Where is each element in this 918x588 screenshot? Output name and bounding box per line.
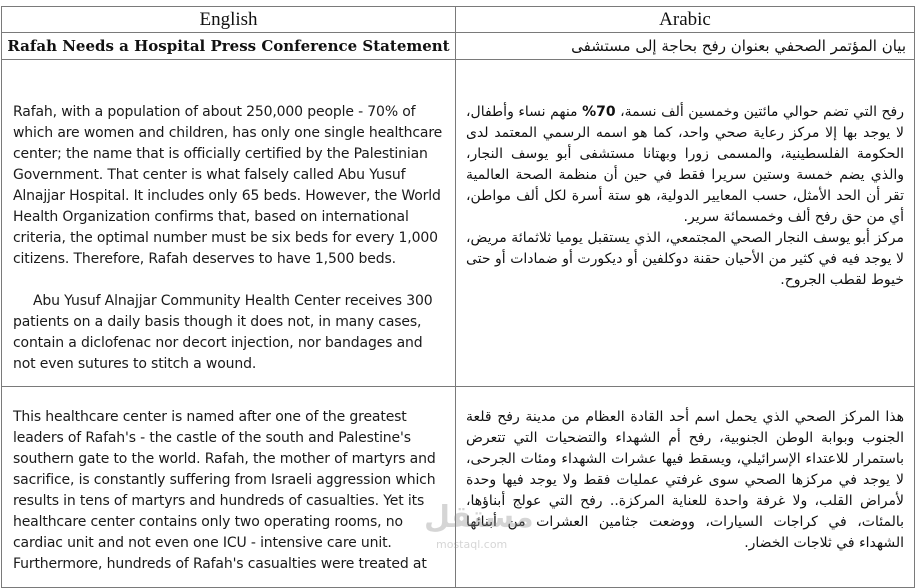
arabic-paragraph: هذا المركز الصحي الذي يحمل اسم أحد القادة العظام من مدينة رفح قلعة الجنوب وبوابة الوطن الجنوبية، رفح أم الشهداء والتضحيات التي تتعرض باستمرار للاعتداء الإسرائيلي، ويسقط فيها عشرات الشهداء ومئات الجرحى، لا يوجد في مركزها الصحي سوى غرفتي عمليات فقط ولا يوجد فيها وحدة لأمراض القلب، ولا غرفة واحدة للعناية المركزة.. رفح التي عولج أبناؤها، بالمئات، في كراجات السيارات، ووضعت جثامين العشرات من أبنائها الشهداء في ثلاجات الخضار. [466,409,904,551]
english-text [2,60,455,375]
arabic-text-span: رفح التي تضم حوالي مائتين وخمسين ألف نسمة، [615,104,904,120]
arabic-text [456,387,914,554]
arabic-paragraph: مركز أبو يوسف النجار الصحي المجتمعي، الذي يستقبل يوميا ثلاثمائة مريض، لا يوجد فيه في كثير من الأحيان حقنة دوكلفين أو ديكورت أو ضمادات أو حتى خيوط لقطب الجروح. [466,230,904,288]
table-row [2,60,915,387]
title-english: Rafah Needs a Hospital Press Conference Statement [2,33,456,60]
arabic-paragraph [466,102,904,228]
title-row [2,33,915,60]
header-arabic: Arabic [456,7,915,33]
arabic-text-span: منهم نساء وأطفال، لا يوجد بها إلا مركز رعاية صحي واحد، كما هو اسمه الرسمي المعتمد لدى الحكومة الفلسطينية، والمسمى زورا وبهتانا مستشفى أبو يوسف النجار، والذي يضم خمسة وستين سريرا فقط في حين أن منظمة الصحة العالمية تقر أن الحد الأمثل، حسب المعايير الدولية، هو ستة أسرة لكل ألف مواطن، أي من حق رفح ألف وخمسمائة سرير. [466,104,904,225]
english-cell [2,387,456,588]
translation-table [1,6,915,588]
arabic-cell [456,387,915,588]
header-english: English [2,7,456,33]
english-paragraph: Rafah, with a population of about 250,000 people - 70% of which are women and children, has only one single healthcare center; the name that is officially certified by the Palestinian Government. That center is what falsely called Abu Yusuf Alnajjar Hospital. It includes only 65 beds. However, the World Health Organization confirms that, based on international criteria, the optimal number must be six beds for every 1,000 citizens. Therefore, Rafah deserves to have 1,500 beds. [13,104,443,267]
arabic-percent: 70% [582,104,616,120]
header-row [2,7,915,33]
arabic-cell [456,60,915,387]
watermark-site: mostaql.com [436,538,508,551]
english-text [2,387,455,575]
title-arabic: بيان المؤتمر الصحفي بعنوان رفح بحاجة إلى مستشفى [456,33,915,60]
table-row [2,387,915,588]
english-paragraph: Abu Yusuf Alnajjar Community Health Center receives 300 patients on a daily basis though it does not, in many cases, contain a diclofenac nor decort injection, nor bandages and not even sutures to stitch a wound. [13,293,433,372]
english-cell [2,60,456,387]
english-paragraph: This healthcare center is named after one of the greatest leaders of Rafah's - the castle of the south and Palestine's southern gate to the world. Rafah, the mother of martyrs and sacrifice, is constantly suffering from Israeli aggression which results in tens of martyrs and hundreds of casualties. Yet its healthcare center contains only two operating rooms, no cardiac unit and not even one ICU - intensive care unit. Furthermore, hundreds of Rafah's casualties were treated at [13,409,436,572]
watermark-text: مستقل [424,500,534,535]
arabic-text [456,60,914,291]
